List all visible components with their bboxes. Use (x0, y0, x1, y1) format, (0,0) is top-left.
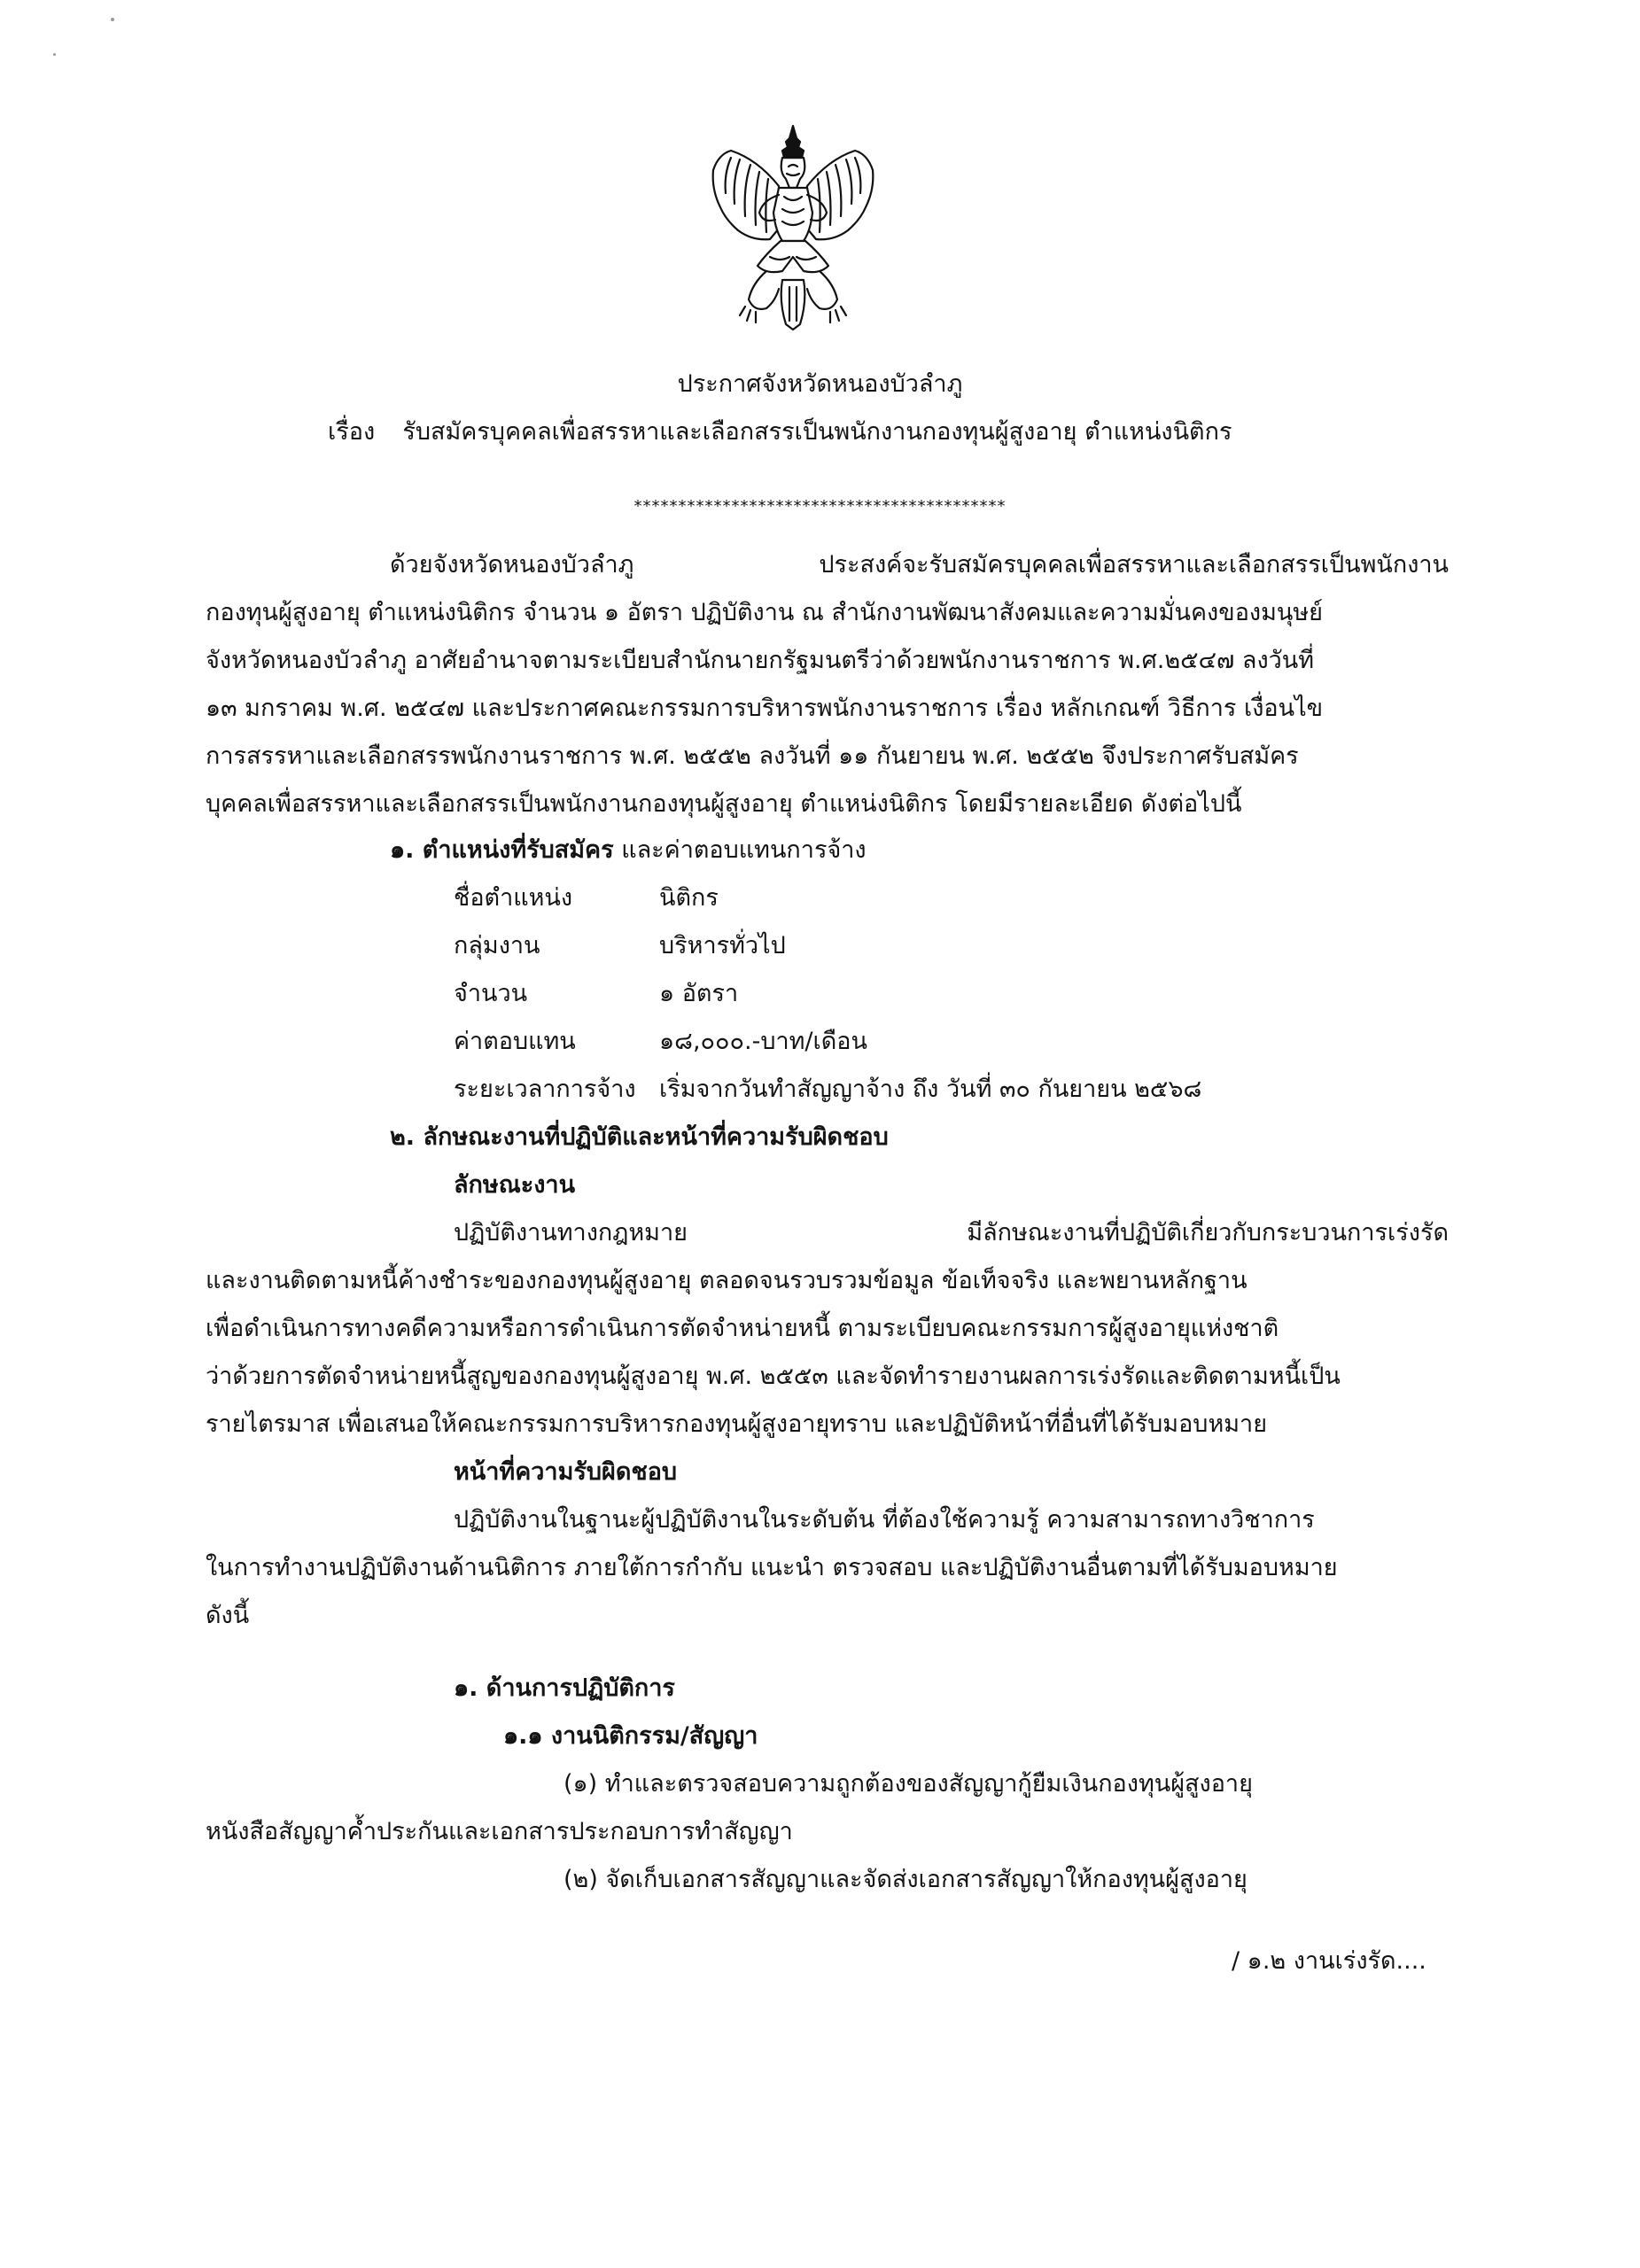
quantity-label: จำนวน (454, 980, 528, 1007)
nature-line: เพื่อดำเนินการทางคดีความหรือการดำเนินการตัดจำหน่ายหนี้ ตามระเบียบคณะกรรมการผู้สูงอายุแห่งชาติ (206, 1315, 1279, 1342)
quantity-value: ๑ อัตรา (659, 980, 739, 1007)
work-group-label: กลุ่มงาน (454, 932, 540, 959)
nature-line: รายไตรมาส เพื่อเสนอให้คณะกรรมการบริหารกองทุนผู้สูงอายุทราบ และปฏิบัติหน้าที่อื่นที่ได้รับมอบหมาย (206, 1410, 1268, 1438)
section2-heading: ๒. ลักษณะงานที่ปฏิบัติและหน้าที่ความรับผิดชอบ (390, 1123, 889, 1151)
word: มีลักษณะงานที่ปฏิบัติเกี่ยวกับกระบวนการเร่งรัด (967, 1219, 1449, 1247)
duration-label: ระยะเวลาการจ้าง (454, 1076, 636, 1103)
item1-line: (๑) ทำและตรวจสอบความถูกต้องของสัญญากู้ยืมเงินกองทุนผู้สูงอายุ (564, 1770, 1253, 1798)
nature-line (454, 1216, 1449, 1251)
salary-value: ๑๘,๐๐๐.-บาท/เดือน (659, 1028, 867, 1055)
operations-heading: ๑. ด้านการปฏิบัติการ (454, 1674, 675, 1702)
position-value: นิติกร (659, 884, 719, 912)
item2-line: (๒) จัดเก็บเอกสารสัญญาและจัดส่งเอกสารสัญญาให้กองทุนผู้สูงอายุ (564, 1866, 1247, 1893)
duty-line: ดังนี้ (206, 1602, 250, 1629)
garuda-emblem-icon (704, 124, 882, 332)
duty-line: ปฏิบัติงานในฐานะผู้ปฏิบัติงานในระดับต้น ที่ต้องใช้ความรู้ ความสามารถทางวิชาการ (454, 1506, 1315, 1534)
intro-line (390, 548, 1449, 583)
intro-line: จังหวัดหนองบัวลำภู อาศัยอำนาจตามระเบียบสำนักนายกรัฐมนตรีว่าด้วยพนักงานราชการ พ.ศ.๒๕๔๗ ลงวันที่ (206, 647, 1315, 674)
intro-line: บุคคลเพื่อสรรหาและเลือกสรรเป็นพนักงานกองทุนผู้สูงอายุ ตำแหน่งนิติกร โดยมีรายละเอียด ดังต่อไปนี้ (206, 790, 1242, 818)
nature-heading: ลักษณะงาน (454, 1171, 576, 1199)
contracts-heading: ๑.๑ งานนิติกรรม/สัญญา (503, 1722, 758, 1750)
word: ประสงค์จะรับสมัครบุคคลเพื่อสรรหาและเลือกสรรเป็นพนักงาน (819, 551, 1449, 579)
word: ด้วยจังหวัดหนองบัวลำภู (390, 551, 634, 579)
section1-heading (390, 833, 867, 868)
intro-line: กองทุนผู้สูงอายุ ตำแหน่งนิติกร จำนวน ๑ อัตรา ปฏิบัติงาน ณ สำนักงานพัฒนาสังคมและความมั่นคงของมนุษย์ (206, 599, 1323, 626)
item1-line: หนังสือสัญญาค้ำประกันและเอกสารประกอบการทำสัญญา (206, 1818, 793, 1845)
duty-heading: หน้าที่ความรับผิดชอบ (454, 1458, 678, 1486)
nature-line: ว่าด้วยการตัดจำหน่ายหนี้สูญของกองทุนผู้สูงอายุ พ.ศ. ๒๕๕๓ และจัดทำรายงานผลการเร่งรัดและติดตามหนี้เป็น (206, 1363, 1341, 1390)
subject-label: เรื่อง (328, 418, 376, 446)
work-group-value: บริหารทั่วไป (659, 932, 786, 959)
separator: ****************************************** (633, 497, 1007, 516)
section1-heading-bold: ๑. ตำแหน่งที่รับสมัคร (390, 836, 614, 864)
duration-value: เริ่มจากวันทำสัญญาจ้าง ถึง วันที่ ๓๐ กันยายน ๒๕๖๘ (659, 1076, 1202, 1103)
scan-speck (111, 18, 114, 21)
position-label: ชื่อตำแหน่ง (454, 884, 573, 912)
salary-label: ค่าตอบแทน (454, 1028, 576, 1055)
continuation-note: / ๑.๒ งานเร่งรัด.... (1232, 1947, 1426, 1975)
scan-speck (53, 53, 56, 56)
section1-heading-rest: และค่าตอบแทนการจ้าง (621, 836, 867, 864)
nature-line: และงานติดตามหนี้ค้างชำระของกองทุนผู้สูงอายุ ตลอดจนรวบรวมข้อมูล ข้อเท็จจริง และพยานหลักฐาน (206, 1267, 1247, 1294)
subject-text: รับสมัครบุคคลเพื่อสรรหาและเลือกสรรเป็นพนักงานกองทุนผู้สูงอายุ ตำแหน่งนิติกร (402, 418, 1232, 446)
subject-line (328, 415, 1232, 450)
page-title: ประกาศจังหวัดหนองบัวลำภู (677, 370, 963, 398)
intro-line: การสรรหาและเลือกสรรพนักงานราชการ พ.ศ. ๒๕๕๒ ลงวันที่ ๑๑ กันยายน พ.ศ. ๒๕๕๒ จึงประกาศรับสมัคร (206, 742, 1299, 770)
word: ปฏิบัติงานทางกฎหมาย (454, 1219, 688, 1247)
intro-line: ๑๓ มกราคม พ.ศ. ๒๕๔๗ และประกาศคณะกรรมการบริหารพนักงานราชการ เรื่อง หลักเกณฑ์ วิธีการ เงื่อนไข (206, 695, 1324, 722)
duty-line: ในการทำงานปฏิบัติงานด้านนิติการ ภายใต้การกำกับ แนะนำ ตรวจสอบ และปฏิบัติงานอื่นตามที่ได้รับมอบหมาย (206, 1554, 1338, 1581)
